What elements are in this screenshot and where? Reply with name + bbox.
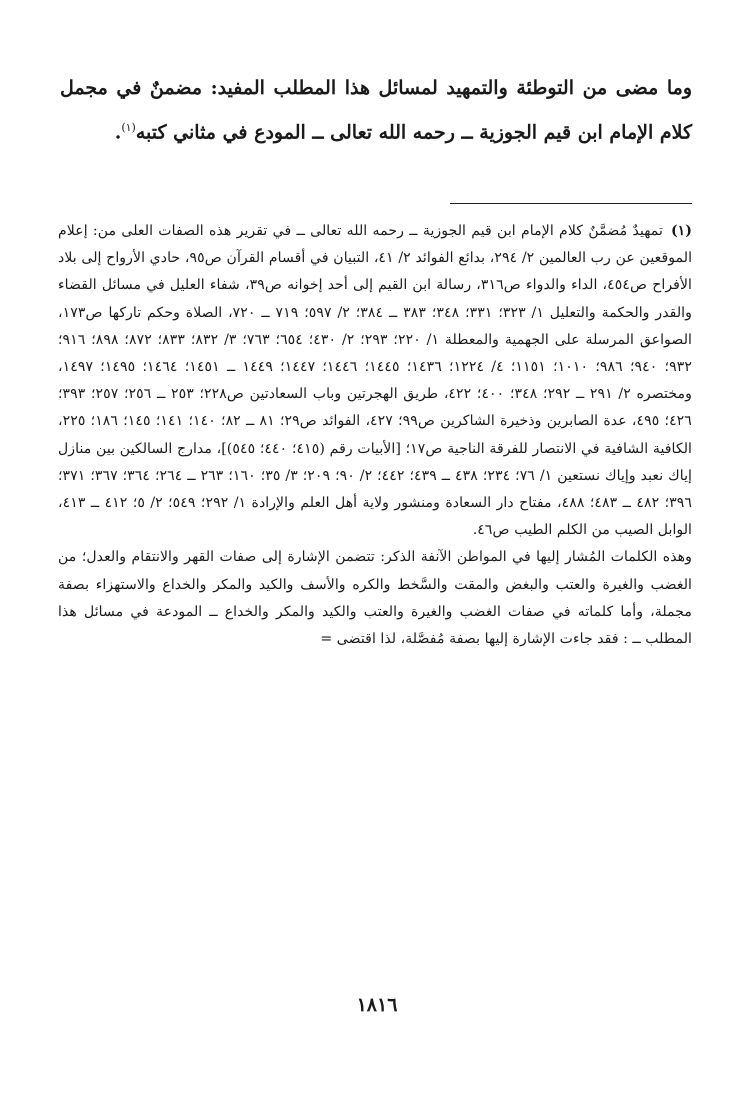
- footnote-reference: (١): [121, 121, 136, 134]
- main-paragraph: [60, 68, 692, 152]
- main-text-block: [60, 68, 692, 152]
- page-number: ١٨١٦: [356, 994, 398, 1016]
- footnote-1-text: تمهيدٌ مُضمَّنٌ كلام الإمام ابن قيم الجوزية ــ رحمه الله تعالى ــ في تقرير هذه الصفات العلى من: إعلام الموقعين عن رب العالمين ٢/ ٢٩٤، بدائع الفوائد ٢/ ٤١، التبيان في أقسام القرآن ص٩٥، حادي الأرواح إلى بلاد الأفراح ص٤٥٤، الداء والدواء ص٣١٦، رسالة ابن القيم إلى أحد إخوانه ص٣٩، شفاء العليل في مسائل القضاء والقدر والحكمة والتعليل ١/ ٣٢٣؛ ٣٣١؛ ٣٤٨؛ ٣٨٣ ــ ٣٨٤؛ ٢/ ٥٩٧؛ ٧١٩ ــ ٧٢٠، الصلاة وحكم تاركها ص١٧٣، الصواعق المرسلة على الجهمية والمعطلة ١/ ٢٢٠؛ ٢٩٣؛ ٢/ ٤٣٠؛ ٦٥٤؛ ٧٦٣؛ ٣/ ٨٣٢؛ ٨٣٣؛ ٨٧٢؛ ٨٩٨؛ ٩١٦؛ ٩٣٢؛ ٩٤٠؛ ٩٨٦؛ ١٠١٠؛ ١١٥١؛ ٤/ ١٢٢٤؛ ١٤٣٦؛ ١٤٤٥؛ ١٤٤٦؛ ١٤٤٧؛ ١٤٤٩ ــ ١٤٥١؛ ١٤٦٤؛ ١٤٩٥؛ ١٤٩٧، ومختصره ٢/ ٢٩١ ــ ٢٩٢؛ ٣٤٨؛ ٤٠٠؛ ٤٢٢، طريق الهجرتين وباب السعادتين ص٢٢٨؛ ٢٥٣ ــ ٢٥٦؛ ٢٥٧؛ ٣٩٣؛ ٤٢٦؛ ٤٩٥، عدة الصابرين وذخيرة الشاكرين ص٩٩؛ ٤٢٧، الفوائد ص٢٩؛ ٨١ ــ ٨٢؛ ١٤٠؛ ١٤١؛ ١٤٥؛ ١٨٦؛ ٢٢٥، الكافية الشافية في الانتصار للفرقة الناجية ص١٧؛ [الأبيات رقم (٤١٥؛ ٤٤٠؛ ٥٤٥)]، مدارج السالكين بين منازل إياك نعبد وإياك نستعين ١/ ٧٦؛ ٢٣٤؛ ٤٣٨ ــ ٤٣٩؛ ٤٤٢؛ ٢/ ٩٠؛ ٢٠٩؛ ٣/ ٣٥؛ ١٦٠؛ ٢٦٣ ــ ٢٦٤؛ ٣٦٤؛ ٣٦٧؛ ٣٧١؛ ٣٩٦؛ ٤٨٢ ــ ٤٨٣؛ ٤٨٨، مفتاح دار السعادة ومنشور ولاية أهل العلم والإرادة ١/ ٢٩٢؛ ٥٤٩؛ ٢/ ٥؛ ٤١٢ ــ ٤١٣، الوابل الصيب من الكلم الطيب ص٤٦.: [58, 223, 693, 539]
- footnote-marker: (١): [670, 223, 692, 239]
- footnote-separator: [450, 203, 692, 204]
- main-paragraph-end: .: [114, 121, 122, 144]
- footnotes-block: [58, 218, 692, 653]
- main-paragraph-text: وما مضى من التوطئة والتمهيد لمسائل هذا المطلب المفيد: مضمنٌ في مجمل كلام الإمام ابن قيم الجوزية ــ رحمه الله تعالى ــ المودع في مثاني كتبه: [60, 77, 692, 144]
- footnote-1-continuation: وهذه الكلمات المُشار إليها في المواطن الآنفة الذكر: تتضمن الإشارة إلى صفات القهر والانتقام والعدل؛ من الغضب والغيرة والعتب والبغض والمقت والسَّخط والكره والأسف والكيد والمكر والخداع والاستهزاء بصفة مجملة، وأما كلماته في صفات الغضب والغيرة والعتب والكيد والمكر والخداع ــ المودعة في مسائل هذا المطلب ــ : فقد جاءت الإشارة إليها بصفة مُفصَّلة، لذا اقتضى =: [58, 549, 692, 648]
- footnote-1: [58, 218, 692, 544]
